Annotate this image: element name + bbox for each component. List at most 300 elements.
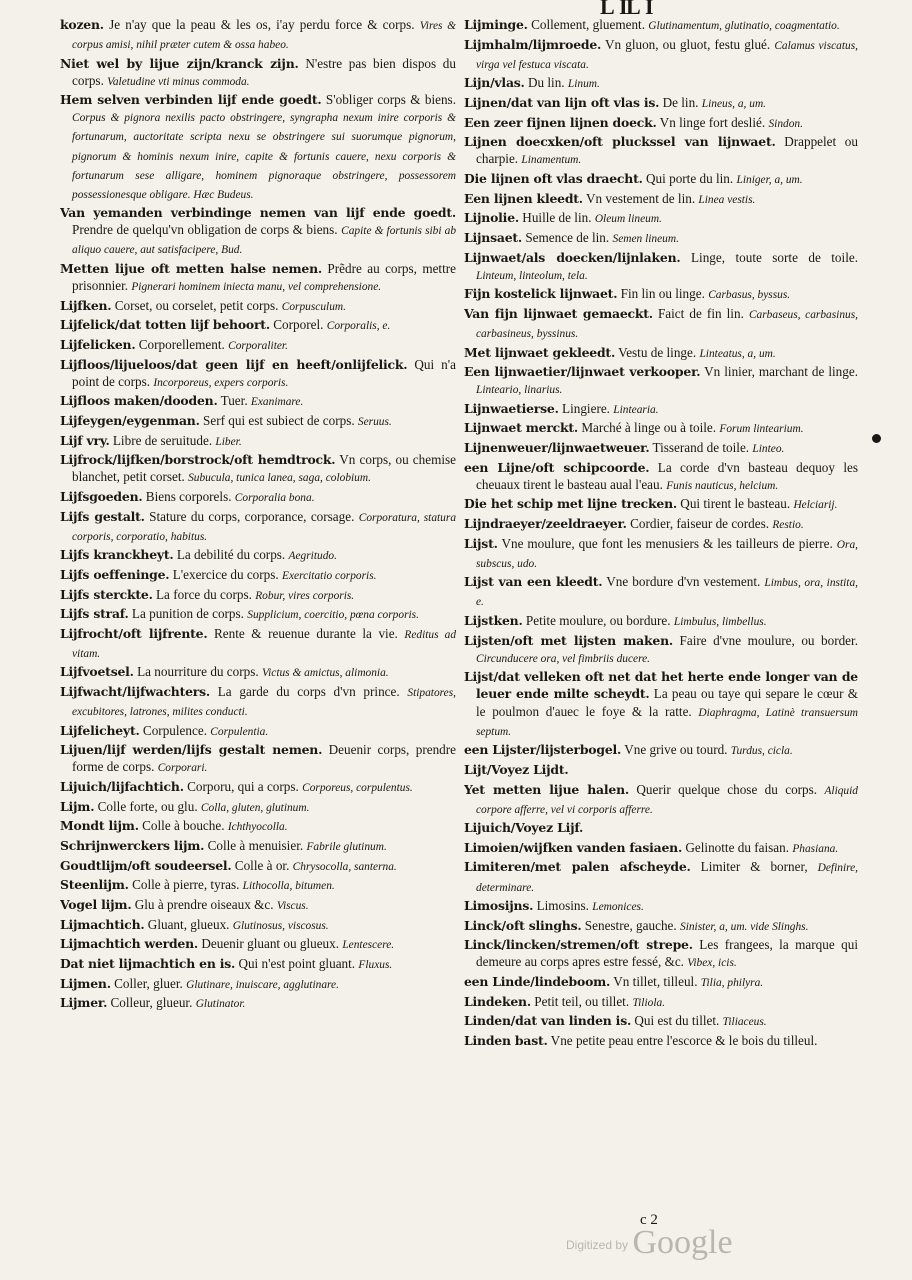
entry-french: La debilité du corps.	[176, 547, 286, 563]
entry-french: Tuer.	[220, 393, 248, 409]
entry-french: Prendre de quelqu'vn obligation de corps & biens.	[72, 222, 338, 238]
entry-latin: Oleum lineum.	[594, 213, 662, 226]
dictionary-entry	[60, 392, 456, 411]
entry-latin: Aegritudo.	[288, 550, 337, 563]
dictionary-entry	[464, 249, 858, 285]
dictionary-entry	[60, 625, 456, 663]
entry-latin: Stipatores, excubitores, latrones, milites conducti.	[72, 687, 456, 719]
entry-headword: Mondt lijm.	[60, 818, 139, 834]
entry-latin: Sindon.	[768, 117, 803, 130]
entry-latin: Tilia, philyra.	[700, 977, 764, 990]
dictionary-entry	[60, 297, 456, 316]
entry-french: Linge, toute sorte de toile.	[690, 249, 858, 265]
entry-headword: Lijfeygen/eygenman.	[60, 412, 200, 428]
dictionary-entry	[464, 74, 858, 93]
entry-latin: Corporatura, statura corporis, corporatio, habitus.	[72, 511, 456, 543]
entry-french: Deuenir corps, prendre forme de corps.	[72, 742, 456, 775]
dictionary-entry	[464, 170, 858, 189]
entry-headword: Die het schip met lijne trecken.	[464, 496, 677, 512]
running-head: L I	[600, 0, 628, 19]
entry-latin: Fabrile glutinum.	[306, 841, 387, 854]
entry-french: Petit teil, ou tillet.	[534, 993, 630, 1009]
entry-french: N'estre pas bien dispos du corps.	[72, 55, 456, 88]
dictionary-entry	[464, 1032, 858, 1051]
dictionary-entry	[60, 546, 456, 565]
entry-french: Qui n'a point de corps.	[72, 356, 456, 389]
entry-french: Vn gluon, ou gluot, festu glué.	[605, 36, 771, 52]
entry-latin: Capite & fortunis sibi ab aliquo cauere, aut satisfacipere, Bud.	[72, 225, 456, 257]
dictionary-entry	[60, 935, 456, 954]
entry-headword: Linck/lincken/stremen/oft strepe.	[464, 937, 693, 953]
dictionary-entry	[60, 798, 456, 817]
entry-latin: Carbasus, byssus.	[708, 289, 791, 302]
entry-french: Vne moulure, que font les menusiers & les tailleurs de pierre.	[501, 535, 833, 551]
entry-latin: Glutinosus, viscosus.	[232, 919, 329, 932]
entry-latin: Linteo.	[752, 443, 785, 456]
dictionary-entry	[464, 515, 858, 534]
entry-latin: Liber.	[215, 435, 242, 448]
entry-headword: Limiteren/met palen afscheyde.	[464, 859, 691, 875]
entry-headword: Met lijnwaet gekleedt.	[464, 344, 616, 360]
entry-french: Vne grive ou tourd.	[624, 742, 728, 758]
entry-latin: Sinister, a, um. vide Slinghs.	[680, 920, 809, 933]
entry-french: Vn vestement de lin.	[585, 190, 696, 206]
entry-latin: Corporalis, e.	[326, 320, 391, 333]
entry-headword: Goudtlijm/oft soudeersel.	[60, 857, 232, 873]
dictionary-entry	[464, 1012, 858, 1031]
dictionary-entry	[464, 190, 858, 209]
dictionary-entry	[60, 336, 456, 355]
entry-headword: Linck/oft slinghs.	[464, 917, 582, 933]
dictionary-entry	[60, 356, 456, 392]
entry-headword: Een lijnen kleedt.	[464, 190, 583, 206]
entry-latin: Ichthyocolla.	[227, 821, 288, 834]
entry-latin: Exanimare.	[250, 396, 304, 409]
entry-french: Drappelet ou charpie.	[476, 134, 858, 167]
entry-french: Colle à bouche.	[142, 818, 225, 834]
entry-french: Vn linge fort deslié.	[659, 114, 766, 130]
dictionary-entry	[60, 876, 456, 895]
dictionary-entry	[464, 495, 858, 514]
entry-headword: Lijfelicheyt.	[60, 722, 140, 738]
entry-headword: Lijt/Voyez Lijdt.	[464, 761, 569, 777]
entry-french: Fin lin ou linge.	[620, 286, 705, 302]
entry-headword: Lijfken.	[60, 297, 112, 313]
dictionary-entry	[60, 316, 456, 335]
dictionary-entry	[464, 612, 858, 631]
dictionary-entry	[464, 94, 858, 113]
entry-french: Qui tirent le basteau.	[680, 496, 791, 512]
entry-french: Cordier, faiseur de cordes.	[630, 516, 770, 532]
entry-french: L'exercice du corps.	[172, 566, 279, 582]
entry-headword: Vogel lijm.	[60, 896, 132, 912]
entry-french: Colleur, glueur.	[110, 995, 193, 1011]
entry-french: Colle à or.	[234, 857, 290, 873]
entry-french: Lingiere.	[562, 400, 610, 416]
entry-latin: Supplicium, coercitio, pœna corporis.	[247, 609, 419, 622]
entry-headword: een Lijster/lijsterbogel.	[464, 742, 622, 758]
entry-headword: Lijfelick/dat totten lijf behoort.	[60, 317, 270, 333]
entry-latin: Vibex, icis.	[687, 957, 737, 970]
dictionary-entry	[60, 955, 456, 974]
entry-headword: Niet wel by lijue zijn/kranck zijn.	[60, 55, 299, 71]
entry-headword: Lijfs straf.	[60, 606, 129, 622]
entry-headword: Fijn kostelick lijnwaet.	[464, 286, 618, 302]
entry-headword: Lijst/dat velleken oft net dat het herte ende longer van de leuer ende milte scheydt.	[464, 669, 858, 702]
entry-headword: Limoien/wijfken vanden fasiaen.	[464, 839, 683, 855]
entry-french: Corset, ou corselet, petit corps.	[114, 297, 279, 313]
entry-latin: Valetudine vti minus commoda.	[107, 75, 250, 88]
entry-french: Marché à linge ou à toile.	[581, 420, 717, 436]
entry-latin: Corpusculum.	[281, 300, 346, 313]
entry-latin: Corporeus, corpulentus.	[302, 782, 413, 795]
entry-latin: Chrysocolla, santerna.	[292, 860, 397, 873]
entry-headword: Lijnenweuer/lijnwaetweuer.	[464, 440, 650, 456]
entry-headword: Van fijn lijnwaet gemaeckt.	[464, 305, 653, 321]
dictionary-entry	[464, 781, 858, 819]
entry-headword: Lijfrock/lijfken/borstrock/oft hemdtrock.	[60, 452, 336, 468]
entry-latin: Lineus, a, um.	[701, 97, 767, 110]
entry-headword: Lijfloos/lijueloos/dat geen lijf en heeft/onlijfelick.	[60, 356, 408, 372]
entry-latin: Liniger, a, um.	[736, 173, 803, 186]
dictionary-entry	[464, 761, 858, 780]
dictionary-entry	[60, 916, 456, 935]
entry-headword: Lijfs kranckheyt.	[60, 547, 174, 563]
entry-headword: Lijuen/lijf werden/lijfs gestalt nemen.	[60, 742, 323, 758]
entry-latin: Calamus viscatus, virga vel festuca viscata.	[476, 39, 858, 71]
entry-latin: Glutinamentum, glutinatio, coagmentatio.	[648, 20, 840, 32]
dictionary-entry	[464, 459, 858, 495]
dictionary-entry	[464, 229, 858, 248]
dictionary-entry	[60, 488, 456, 507]
dictionary-entry	[464, 535, 858, 573]
entry-latin: Subucula, tunica lanea, saga, colobium.	[188, 472, 371, 485]
entry-latin: Vires & corpus amisi, nihil præter cutem & ossa habeo.	[72, 20, 456, 52]
dictionary-entry	[464, 209, 858, 228]
entry-headword: Metten lijue oft metten halse nemen.	[60, 260, 323, 276]
dictionary-entry	[60, 741, 456, 777]
entry-headword: Een zeer fijnen lijnen doeck.	[464, 114, 657, 130]
entry-headword: een Lijne/oft schipcoorde.	[464, 459, 650, 475]
dictionary-entry	[60, 566, 456, 585]
entry-latin: Linteario, linarius.	[476, 384, 563, 397]
ink-dot	[872, 434, 881, 443]
entry-latin: Tiliola.	[632, 996, 666, 1009]
entry-french: Stature du corps, corporance, corsage.	[149, 508, 355, 524]
entry-french: Vn corps, ou chemise blanchet, petit corset.	[72, 452, 456, 485]
entry-headword: Lijst.	[464, 535, 498, 551]
entry-french: La punition de corps.	[131, 606, 244, 622]
dictionary-entry	[60, 55, 456, 91]
dictionary-entry	[464, 285, 858, 304]
entry-headword: Lijmachtich.	[60, 916, 145, 932]
entry-headword: Linden bast.	[464, 1033, 548, 1049]
entry-french: La nourriture du corps.	[137, 664, 259, 680]
entry-headword: Lijuich/lijfachtich.	[60, 779, 184, 795]
entry-french: La corde d'vn basteau dequoy les cheuaux tirent le basteau aual l'eau.	[476, 459, 858, 492]
entry-headword: kozen.	[60, 17, 104, 32]
entry-headword: Lijminge.	[464, 17, 528, 32]
entry-latin: Colla, gluten, glutinum.	[200, 801, 310, 814]
entry-headword: een Linde/lindeboom.	[464, 974, 611, 990]
entry-headword: Lijfs gestalt.	[60, 508, 145, 524]
entry-headword: Lindeken.	[464, 993, 531, 1009]
entry-french: Colle forte, ou glu.	[97, 798, 198, 814]
entry-latin: Linea vestis.	[698, 193, 756, 206]
dictionary-entry	[464, 573, 858, 611]
dictionary-entry	[60, 975, 456, 994]
entry-latin: Aliquid corpore afferre, vel vi corporis afferre.	[476, 784, 858, 816]
dictionary-entry	[60, 778, 456, 797]
entry-french: Limosins.	[536, 898, 589, 914]
dictionary-entry	[60, 683, 456, 721]
entry-french: Corporel.	[273, 317, 324, 333]
dictionary-entry	[464, 936, 858, 972]
entry-latin: Helciarij.	[793, 499, 838, 512]
entry-latin: Definire, determinare.	[476, 862, 858, 894]
entry-latin: Viscus.	[276, 899, 309, 912]
entry-french: Biens corporels.	[145, 488, 232, 504]
entry-latin: Forum lintearium.	[719, 423, 804, 436]
entry-latin: Circunducere ora, vel fimbriis ducere.	[476, 652, 650, 665]
entry-latin: Glutinare, inuiscare, agglutinare.	[186, 978, 339, 991]
entry-headword: Een lijnwaetier/lijnwaet verkooper.	[464, 364, 701, 380]
entry-headword: Lijst van een kleedt.	[464, 574, 603, 590]
entry-headword: Lijmhalm/lijmroede.	[464, 36, 602, 52]
entry-latin: Seruus.	[357, 415, 392, 428]
entry-french: Serf qui est subiect de corps.	[203, 412, 355, 428]
entry-latin: Phasiana.	[792, 842, 839, 855]
dictionary-entry	[464, 36, 858, 74]
entry-french: La peau ou taye qui separe le cœur & le poulmon d'auec le foye & la ratte.	[476, 686, 858, 719]
entry-french: Vne bordure d'vn vestement.	[606, 574, 761, 590]
dictionary-entry	[60, 896, 456, 915]
entry-latin: Corpus & pignora nexilis pacto obstringere, syngrapha nexum inire corporis & fortunarum, auctoritate scripta nexu se obstringere sui suorumque pignorum, pignorum & hominis nexum inire, capite & fortunis cauere, nexu corporis & fortunarum sese alligare, hominem pignoraque obstringere, possessorem possessionesque obligare. Hæc Budeus.	[72, 112, 456, 201]
entry-french: La force du corps.	[155, 586, 252, 602]
entry-french: Deuenir gluant ou glueux.	[201, 936, 340, 952]
entry-french: Huille de lin.	[522, 210, 592, 226]
dictionary-entry	[60, 451, 456, 487]
entry-headword: Lijf vry.	[60, 432, 110, 448]
entry-latin: Corporaliter.	[228, 339, 288, 352]
watermark-prefix: Digitized by	[566, 1238, 629, 1252]
entry-french: Tisserand de toile.	[652, 440, 750, 456]
dictionary-entry	[60, 817, 456, 836]
entry-french: Glu à prendre oiseaux &c.	[134, 896, 274, 912]
dictionary-entry	[60, 260, 456, 296]
dictionary-entry	[60, 605, 456, 624]
entry-french: Colle à pierre, tyras.	[132, 877, 240, 893]
entry-headword: Lijmen.	[60, 975, 111, 991]
dictionary-entry	[464, 16, 858, 35]
entry-french: Vn tillet, tilleul.	[613, 974, 698, 990]
entry-french: Je n'ay que la peau & les os, i'ay perdu force & corps.	[109, 17, 415, 32]
entry-french: Qui porte du lin.	[646, 170, 734, 186]
entry-headword: Lijfs oeffeninge.	[60, 566, 170, 582]
entry-headword: Lijuich/Voyez Lijf.	[464, 820, 584, 836]
entry-latin: Diaphragma, Latinè transuersum septum.	[476, 706, 858, 738]
dictionary-entry	[464, 819, 858, 838]
entry-headword: Dat niet lijmachtich en is.	[60, 955, 236, 971]
dictionary-entry	[60, 412, 456, 431]
entry-french: Colle à menuisier.	[207, 838, 304, 854]
entry-headword: Lijfvoetsel.	[60, 664, 134, 680]
entry-french: Collement, gluement.	[531, 17, 645, 32]
entry-headword: Lijmer.	[60, 995, 108, 1011]
left-column	[60, 16, 456, 1216]
dictionary-entry	[464, 400, 858, 419]
entry-french: Corporellement.	[138, 336, 225, 352]
entry-french: S'obliger corps & biens.	[325, 92, 456, 108]
entry-latin: Exercitatio corporis.	[282, 569, 377, 582]
entry-headword: Lijfs sterckte.	[60, 586, 153, 602]
dictionary-entry	[60, 663, 456, 682]
entry-latin: Lithocolla, bitumen.	[242, 880, 335, 893]
dictionary-entry	[60, 837, 456, 856]
entry-french: Rente & reuenue durante la vie.	[214, 625, 398, 641]
dictionary-entry	[464, 632, 858, 668]
dictionary-entry	[464, 305, 858, 343]
entry-french: Vne petite peau entre l'escorce & le bois du tilleul.	[550, 1033, 818, 1049]
dictionary-entry	[60, 994, 456, 1013]
dictionary-entry	[464, 993, 858, 1012]
entry-headword: Steenlijm.	[60, 877, 129, 893]
entry-latin: Semen lineum.	[612, 232, 679, 245]
entry-latin: Corporari.	[157, 762, 208, 775]
dictionary-entry	[464, 419, 858, 438]
entry-latin: Corporalia bona.	[234, 491, 315, 504]
entry-latin: Turdus, cicla.	[730, 745, 793, 758]
entry-headword: Lijnwaet/als doecken/lijnlaken.	[464, 249, 681, 265]
dictionary-entry	[60, 432, 456, 451]
entry-headword: Lijnen doecxken/oft pluckssel van lijnwaet.	[464, 134, 776, 150]
dictionary-entry	[464, 917, 858, 936]
entry-headword: Lijnen/dat van lijn oft vlas is.	[464, 94, 660, 110]
entry-french: Faict de fin lin.	[657, 305, 744, 321]
right-column	[464, 16, 858, 1216]
dictionary-entry	[464, 439, 858, 458]
dictionary-entry	[464, 668, 858, 740]
dictionary-entry	[60, 91, 456, 203]
dictionary-entry	[60, 508, 456, 546]
entry-headword: Linden/dat van linden is.	[464, 1013, 632, 1029]
entry-latin: Corpulentia.	[210, 725, 269, 738]
entry-latin: Robur, vires corporis.	[255, 589, 355, 602]
entry-latin: Victus & amictus, alimonia.	[261, 667, 389, 680]
dictionary-entry	[60, 16, 456, 54]
entry-headword: Lijndraeyer/zeeldraeyer.	[464, 516, 627, 532]
entry-latin: Reditus ad vitam.	[72, 628, 456, 660]
entry-headword: Lijn/vlas.	[464, 75, 525, 91]
entry-latin: Lintearia.	[613, 403, 659, 416]
entry-headword: Lijm.	[60, 798, 95, 814]
entry-latin: Lemonices.	[592, 901, 644, 914]
entry-french: Du lin.	[527, 75, 565, 91]
entry-french: Qui n'est point gluant.	[238, 955, 356, 971]
dictionary-entry	[464, 741, 858, 760]
dictionary-entry	[464, 344, 858, 363]
entry-headword: Lijfwacht/lijfwachters.	[60, 684, 211, 700]
dictionary-entry	[464, 363, 858, 399]
entry-french: Senestre, gauche.	[584, 917, 677, 933]
entry-headword: Lijnwaet merckt.	[464, 420, 579, 436]
entry-french: Limiter & borner,	[700, 859, 808, 875]
dictionary-entry	[60, 857, 456, 876]
entry-latin: Linteatus, a, um.	[699, 347, 776, 360]
entry-headword: Yet metten lijue halen.	[464, 781, 629, 797]
entry-headword: Lijfrocht/oft lijfrente.	[60, 625, 208, 641]
entry-latin: Carbaseus, carbasinus, carbasineus, byssinus.	[476, 308, 858, 340]
entry-headword: Limosijns.	[464, 898, 534, 914]
entry-french: Les frangees, la marque qui demeure au corps apres estre fessé, &c.	[476, 937, 858, 970]
entry-french: Prẽdre au corps, mettre prisonnier.	[72, 260, 456, 294]
entry-headword: Schrijnwerckers lijm.	[60, 838, 205, 854]
entry-french: Corpulence.	[142, 722, 207, 738]
dictionary-entry	[464, 133, 858, 169]
entry-french: Libre de seruitude.	[112, 432, 213, 448]
entry-latin: Linum.	[567, 78, 600, 91]
dictionary-entry	[464, 897, 858, 916]
entry-french: Corporu, qui a corps.	[187, 779, 299, 795]
entry-headword: Lijnwaetierse.	[464, 400, 559, 416]
entry-headword: Lijfloos maken/dooden.	[60, 393, 218, 409]
dictionary-entry	[464, 973, 858, 992]
entry-latin: Glutinator.	[195, 998, 246, 1011]
entry-headword: Lijfelicken.	[60, 336, 136, 352]
entry-french: Vestu de linge.	[618, 344, 697, 360]
entry-headword: Lijstken.	[464, 613, 523, 629]
entry-headword: Lijmachtich werden.	[60, 936, 199, 952]
dictionary-entry	[60, 722, 456, 741]
entry-french: Faire d'vne moulure, ou border.	[679, 632, 858, 648]
entry-french: Qui est du tillet.	[634, 1013, 720, 1029]
entry-latin: Fluxus.	[358, 958, 393, 971]
entry-latin: Ora, subscus, udo.	[476, 538, 858, 570]
entry-french: La garde du corps d'vn prince.	[217, 684, 400, 700]
dictionary-entry	[464, 114, 858, 133]
entry-french: Gelinotte du faisan.	[685, 839, 790, 855]
entry-latin: Linamentum.	[521, 154, 582, 167]
entry-latin: Tiliaceus.	[722, 1016, 767, 1029]
entry-headword: Van yemanden verbindinge nemen van lijf ende goedt.	[60, 205, 456, 221]
digitized-watermark	[566, 1224, 733, 1264]
entry-french: Gluant, glueux.	[147, 916, 230, 932]
entry-french: Coller, gluer.	[114, 975, 183, 991]
dictionary-entry	[60, 204, 456, 259]
dictionary-entry	[60, 586, 456, 605]
entry-headword: Lijnolie.	[464, 210, 519, 226]
google-logo: Google	[632, 1224, 733, 1261]
entry-french: De lin.	[662, 94, 699, 110]
entry-latin: Incorporeus, expers corporis.	[153, 376, 289, 389]
entry-french: Vn linier, marchant de linge.	[704, 364, 858, 380]
entry-french: Semence de lin.	[525, 229, 610, 245]
dictionary-entry	[464, 839, 858, 858]
entry-french: Petite moulure, ou bordure.	[525, 613, 671, 629]
entry-latin: Funis nauticus, helcium.	[666, 479, 779, 492]
entry-headword: Lijnsaet.	[464, 229, 523, 245]
entry-latin: Linteum, linteolum, tela.	[476, 269, 588, 282]
entry-latin: Limbus, ora, instita, e.	[476, 577, 858, 609]
entry-french: Querir quelque chose du corps.	[636, 781, 818, 797]
entry-headword: Lijfsgoeden.	[60, 488, 143, 504]
dictionary-entry	[464, 858, 858, 896]
running-head-right: L I	[626, 0, 654, 19]
signature-mark: c 2	[640, 1212, 658, 1228]
entry-latin: Pignerari hominem iniecta manu, vel comprehensione.	[131, 281, 382, 294]
entry-latin: Lentescere.	[342, 939, 395, 952]
entry-latin: Restio.	[772, 519, 804, 532]
